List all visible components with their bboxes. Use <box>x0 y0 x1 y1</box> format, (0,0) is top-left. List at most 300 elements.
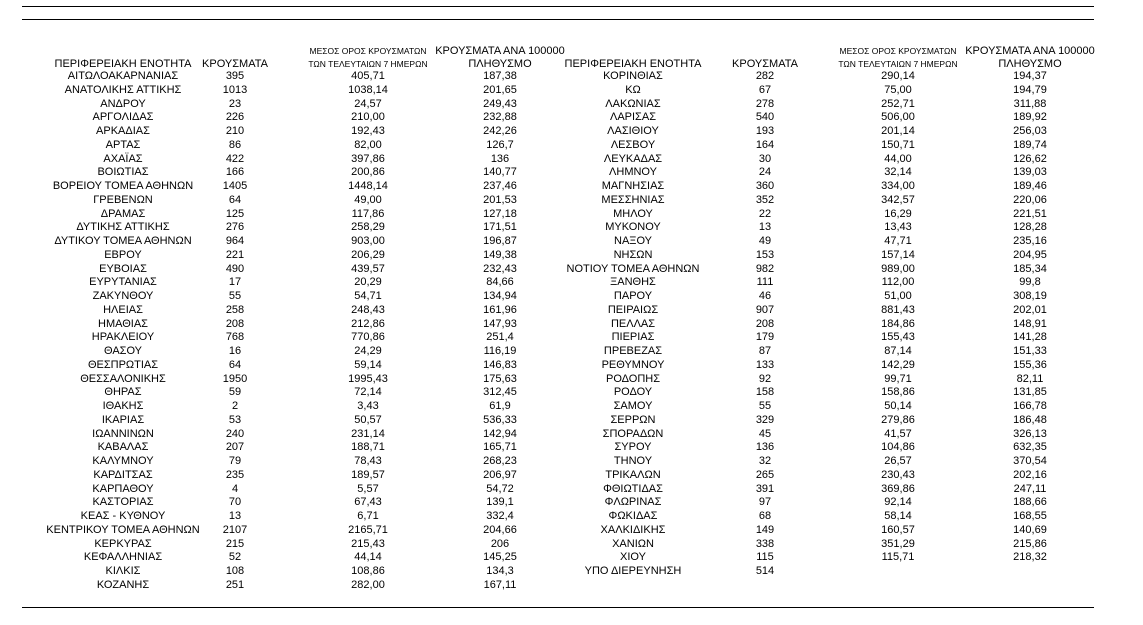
avg7-cell: 6,71 <box>357 510 379 522</box>
avg7-cell: 189,57 <box>351 468 385 481</box>
avg7-cell: 282,00 <box>351 578 385 591</box>
region-cell: ΑΡΚΑΔΙΑΣ <box>96 125 150 137</box>
avg7-cell: 72,14 <box>354 386 382 399</box>
region-cell: ΣΥΡΟΥ <box>614 441 652 454</box>
cases-cell: 86 <box>228 138 242 151</box>
per100k-cell: 148,91 <box>1013 317 1047 330</box>
avg7-cell: 342,57 <box>881 193 915 206</box>
table-row <box>0 194 1143 208</box>
region-cell: ΞΑΝΘΗΣ <box>610 276 656 289</box>
region-cell: ΡΕΘΥΜΝΟΥ <box>601 358 665 371</box>
region-cell: ΖΑΚΥΝΘΟΥ <box>92 290 154 302</box>
region-cell: ΝΑΞΟΥ <box>614 235 652 247</box>
per100k-cell: 220,06 <box>1013 193 1047 206</box>
per100k-cell: 247,11 <box>1013 482 1047 495</box>
per100k-cell: 206,97 <box>483 468 517 481</box>
avg7-cell: 41,57 <box>884 427 912 440</box>
cases-cell: 391 <box>755 482 775 495</box>
per100k-cell: 332,4 <box>486 510 514 522</box>
region-cell: ΜΕΣΣΗΝΙΑΣ <box>601 193 665 206</box>
per100k-cell: 536,33 <box>483 413 517 426</box>
avg7-cell: 104,86 <box>881 441 915 454</box>
per100k-cell: 202,01 <box>1013 303 1047 316</box>
avg7-cell: 3,43 <box>357 400 379 412</box>
header-avg-left-1: ΜΕΣΟΣ ΟΡΟΣ ΚΡΟΥΣΜΑΤΩΝ <box>309 46 427 56</box>
per100k-cell: 151,33 <box>1013 345 1047 357</box>
per100k-cell: 171,51 <box>483 221 517 234</box>
avg7-cell: 369,86 <box>881 482 915 495</box>
avg7-cell: 44,00 <box>884 152 912 165</box>
per100k-cell: 147,93 <box>483 317 517 330</box>
cases-cell: 179 <box>755 331 775 344</box>
cases-cell: 46 <box>758 290 772 302</box>
cases-cell: 64 <box>228 193 242 206</box>
per100k-cell: 308,19 <box>1013 290 1047 302</box>
cases-cell: 70 <box>228 496 242 509</box>
cases-cell: 1405 <box>222 180 248 192</box>
avg7-cell: 47,71 <box>884 235 912 247</box>
avg7-cell: 142,29 <box>881 358 915 371</box>
per100k-cell: 165,71 <box>483 441 517 454</box>
cases-cell: 24 <box>758 166 772 179</box>
region-cell: ΚΙΛΚΙΣ <box>105 565 141 577</box>
table-row <box>0 331 1143 345</box>
per100k-cell: 161,96 <box>483 303 517 316</box>
region-cell: ΡΟΔΟΠΗΣ <box>605 372 661 385</box>
cases-cell: 153 <box>755 248 775 261</box>
cases-cell: 111 <box>756 276 774 289</box>
per100k-cell: 131,85 <box>1013 386 1047 399</box>
cases-cell: 32 <box>758 455 772 467</box>
per100k-cell: 54,72 <box>486 482 514 495</box>
region-cell: ΗΛΕΙΑΣ <box>103 303 143 316</box>
region-cell: ΡΟΔΟΥ <box>613 386 653 399</box>
per100k-cell: 175,63 <box>483 372 517 385</box>
per100k-cell: 201,53 <box>483 193 517 206</box>
per100k-cell: 249,43 <box>483 97 517 110</box>
cases-cell: 2 <box>231 400 239 412</box>
region-cell: ΦΛΩΡΙΝΑΣ <box>604 496 662 509</box>
avg7-cell: 279,86 <box>881 413 915 426</box>
per100k-cell: 126,62 <box>1013 152 1047 165</box>
table-row <box>0 180 1143 194</box>
cases-cell: 92 <box>758 372 772 385</box>
table-row <box>0 551 1143 565</box>
region-cell: ΠΡΕΒΕΖΑΣ <box>603 345 663 357</box>
avg7-cell: 51,00 <box>884 290 912 302</box>
table-row <box>0 304 1143 318</box>
per100k-cell: 185,34 <box>1013 262 1047 275</box>
avg7-cell: 230,43 <box>881 468 915 481</box>
cases-cell: 982 <box>755 262 775 275</box>
region-cell: ΔΡΑΜΑΣ <box>100 207 146 220</box>
region-cell: ΛΕΥΚΑΔΑΣ <box>603 152 663 165</box>
cases-cell: 514 <box>755 565 775 577</box>
cases-cell: 258 <box>225 303 245 316</box>
per100k-cell: 189,46 <box>1013 180 1047 192</box>
table-row <box>0 483 1143 497</box>
table-row <box>0 249 1143 263</box>
cases-cell: 79 <box>228 455 242 467</box>
table-row <box>0 263 1143 277</box>
cases-cell: 97 <box>758 496 772 509</box>
region-cell: ΑΡΓΟΛΙΔΑΣ <box>92 111 154 124</box>
table-row <box>0 318 1143 332</box>
right-table <box>0 70 1143 579</box>
cases-cell: 210 <box>225 125 245 137</box>
region-cell: ΕΥΡΥΤΑΝΙΑΣ <box>89 276 157 289</box>
per100k-cell: 312,45 <box>483 386 517 399</box>
cases-cell: 149 <box>755 523 775 536</box>
avg7-cell: 49,00 <box>354 193 382 206</box>
cases-cell: 49 <box>758 235 772 247</box>
avg7-cell: 50,14 <box>884 400 912 412</box>
region-cell: ΒΟΡΕΙΟΥ ΤΟΜΕΑ ΑΘΗΝΩΝ <box>52 180 194 192</box>
table-row <box>0 359 1143 373</box>
cases-cell: 193 <box>755 125 775 137</box>
table-row <box>0 441 1143 455</box>
avg7-cell: 117,86 <box>351 207 385 220</box>
avg7-cell: 87,14 <box>884 345 912 357</box>
region-cell: ΝΗΣΩΝ <box>613 248 653 261</box>
region-cell: ΕΥΒΟΙΑΣ <box>99 262 147 275</box>
region-cell: ΠΕΛΛΑΣ <box>610 317 656 330</box>
top-rule <box>22 6 1094 7</box>
avg7-cell: 160,57 <box>881 523 915 536</box>
region-cell: ΦΩΚΙΔΑΣ <box>608 510 658 522</box>
avg7-cell: 231,14 <box>351 427 385 440</box>
region-cell: ΚΩ <box>625 83 641 96</box>
region-cell: ΚΑΡΔΙΤΣΑΣ <box>93 468 153 481</box>
region-cell: ΙΩΑΝΝΙΝΩΝ <box>92 427 154 440</box>
header-avg-left-2: ΤΩΝ ΤΕΛΕΥΤΑΙΩΝ 7 ΗΜΕΡΩΝ <box>308 59 428 69</box>
table-row <box>0 139 1143 153</box>
region-cell: ΚΑΡΠΑΘΟΥ <box>92 482 154 495</box>
table-row <box>0 400 1143 414</box>
per100k-cell: 268,23 <box>483 455 517 467</box>
cases-cell: 166 <box>225 166 245 179</box>
per100k-cell: 127,18 <box>483 207 517 220</box>
avg7-cell: 210,00 <box>351 111 385 124</box>
table-row <box>0 98 1143 112</box>
cases-cell: 490 <box>225 262 245 275</box>
avg7-cell: 206,29 <box>351 248 385 261</box>
region-cell: ΝΟΤΙΟΥ ΤΟΜΕΑ ΑΘΗΝΩΝ <box>566 262 700 275</box>
cases-cell: 395 <box>225 70 245 82</box>
region-cell: ΗΡΑΚΛΕΙΟΥ <box>91 331 155 344</box>
avg7-cell: 92,14 <box>884 496 912 509</box>
avg7-cell: 115,71 <box>881 551 915 564</box>
per100k-cell: 194,37 <box>1013 70 1047 82</box>
cases-cell: 1950 <box>222 372 248 385</box>
avg7-cell: 506,00 <box>881 111 915 124</box>
per100k-cell: 232,88 <box>483 111 517 124</box>
table-row <box>0 496 1143 510</box>
avg7-cell: 212,86 <box>351 317 385 330</box>
cases-cell: 964 <box>225 235 245 247</box>
region-cell: ΚΑΣΤΟΡΙΑΣ <box>92 496 154 509</box>
cases-cell: 23 <box>228 97 242 110</box>
table-row <box>0 70 1143 84</box>
region-cell: ΚΑΛΥΜΝΟΥ <box>92 455 154 467</box>
avg7-cell: 1038,14 <box>348 83 388 96</box>
per100k-cell: 61,9 <box>489 400 511 412</box>
cases-cell: 13 <box>228 510 242 522</box>
region-cell: ΜΥΚΟΝΟΥ <box>605 221 661 234</box>
per100k-cell: 187,38 <box>483 70 517 82</box>
avg7-cell: 192,43 <box>351 125 385 137</box>
region-cell: ΑΝΑΤΟΛΙΚΗΣ ΑΤΤΙΚΗΣ <box>64 83 182 96</box>
avg7-cell: 258,29 <box>351 221 385 234</box>
per100k-cell: 188,66 <box>1013 496 1047 509</box>
avg7-cell: 13,43 <box>884 221 912 234</box>
cases-cell: 55 <box>758 400 772 412</box>
cases-cell: 133 <box>755 358 775 371</box>
table-row <box>0 428 1143 442</box>
cases-cell: 125 <box>225 207 245 220</box>
per100k-cell: 242,26 <box>483 125 517 137</box>
avg7-cell: 397,86 <box>351 152 385 165</box>
avg7-cell: 20,29 <box>354 276 382 289</box>
per100k-cell: 215,86 <box>1013 537 1047 550</box>
cases-cell: 240 <box>225 427 245 440</box>
region-cell: ΣΕΡΡΩΝ <box>610 413 656 426</box>
cases-cell: 158 <box>755 386 775 399</box>
avg7-cell: 155,43 <box>881 331 915 344</box>
header-top-rule <box>22 19 1094 20</box>
per100k-cell: 155,36 <box>1013 358 1047 371</box>
cases-cell: 4 <box>231 482 239 495</box>
region-cell: ΛΗΜΝΟΥ <box>609 166 657 179</box>
avg7-cell: 150,71 <box>881 138 915 151</box>
cases-cell: 17 <box>228 276 242 289</box>
per100k-cell: 204,66 <box>483 523 517 536</box>
per100k-cell: 189,92 <box>1013 111 1047 124</box>
region-cell: ΑΧΑΪΑΣ <box>103 152 143 165</box>
region-cell: ΚΕΡΚΥΡΑΣ <box>94 537 152 550</box>
per100k-cell: 206 <box>490 537 510 550</box>
region-cell: ΜΗΛΟΥ <box>613 207 653 220</box>
region-cell: ΕΒΡΟΥ <box>104 248 142 261</box>
bottom-rule <box>22 607 1094 608</box>
avg7-cell: 248,43 <box>351 303 385 316</box>
cases-cell: 108 <box>225 565 245 577</box>
cases-cell: 540 <box>755 111 775 124</box>
cases-cell: 422 <box>225 152 245 165</box>
region-cell: ΙΘΑΚΗΣ <box>102 400 144 412</box>
cases-cell: 22 <box>758 207 772 220</box>
table-row <box>0 565 1143 579</box>
per100k-cell: 186,48 <box>1013 413 1047 426</box>
region-cell: ΥΠΟ ΔΙΕΡΕΥΝΗΣΗ <box>584 565 682 577</box>
per100k-cell: 82,11 <box>1016 372 1044 385</box>
region-cell: ΧΑΝΙΩΝ <box>612 537 654 550</box>
header-per100k-left-2: ΠΛΗΘΥΣΜΟ <box>468 58 532 70</box>
region-cell: ΛΕΣΒΟΥ <box>610 138 656 151</box>
per100k-cell: 311,88 <box>1013 97 1047 110</box>
region-cell: ΚΕΝΤΡΙΚΟΥ ΤΟΜΕΑ ΑΘΗΝΩΝ <box>46 523 200 536</box>
per100k-cell: 167,11 <box>483 578 517 591</box>
region-cell: ΗΜΑΘΙΑΣ <box>98 317 148 330</box>
region-cell: ΠΕΙΡΑΙΩΣ <box>607 303 659 316</box>
cases-cell: 226 <box>225 111 245 124</box>
cases-cell: 329 <box>755 413 775 426</box>
avg7-cell: 334,00 <box>881 180 915 192</box>
cases-cell: 221 <box>225 248 245 261</box>
region-cell: ΛΑΡΙΣΑΣ <box>609 111 656 124</box>
per100k-cell: 126,7 <box>486 138 514 151</box>
header-region-right: ΠΕΡΙΦΕΡΕΙΑΚΗ ΕΝΟΤΗΤΑ <box>564 58 702 70</box>
avg7-cell: 54,71 <box>354 290 382 302</box>
avg7-cell: 157,14 <box>881 248 915 261</box>
per100k-cell: 194,79 <box>1013 83 1047 96</box>
region-cell: ΧΑΛΚΙΔΙΚΗΣ <box>600 523 666 536</box>
region-cell: ΒΟΙΩΤΙΑΣ <box>97 166 149 179</box>
per100k-cell: 189,74 <box>1013 138 1047 151</box>
table-row <box>0 111 1143 125</box>
table-row <box>0 538 1143 552</box>
avg7-cell: 108,86 <box>351 565 385 577</box>
avg7-cell: 770,86 <box>351 331 385 344</box>
per100k-cell: 202,16 <box>1013 468 1047 481</box>
avg7-cell: 82,00 <box>354 138 382 151</box>
cases-cell: 16 <box>228 345 242 357</box>
avg7-cell: 99,71 <box>884 372 912 385</box>
cases-cell: 215 <box>225 537 245 550</box>
avg7-cell: 50,57 <box>354 413 382 426</box>
region-cell: ΛΑΚΩΝΙΑΣ <box>605 97 661 110</box>
avg7-cell: 184,86 <box>881 317 915 330</box>
header-per100k-right-1: ΚΡΟΥΣΜΑΤΑ ΑΝΑ 100000 <box>965 45 1095 57</box>
cases-cell: 52 <box>228 551 242 564</box>
region-cell: ΘΕΣΣΑΛΟΝΙΚΗΣ <box>80 372 166 385</box>
cases-cell: 64 <box>228 358 242 371</box>
per100k-cell: 632,35 <box>1013 441 1047 454</box>
per100k-cell: 146,83 <box>483 358 517 371</box>
avg7-cell: 24,29 <box>354 345 382 357</box>
cases-cell: 338 <box>755 537 775 550</box>
avg7-cell: 67,43 <box>354 496 382 509</box>
avg7-cell: 201,14 <box>881 125 915 137</box>
cases-cell: 1013 <box>222 83 248 96</box>
per100k-cell: 168,55 <box>1013 510 1047 522</box>
per100k-cell: 99,8 <box>1019 276 1041 289</box>
cases-cell: 87 <box>758 345 772 357</box>
avg7-cell: 44,14 <box>354 551 382 564</box>
per100k-cell: 251,4 <box>486 331 514 344</box>
avg7-cell: 405,71 <box>351 70 385 82</box>
cases-cell: 251 <box>225 578 245 591</box>
per100k-cell: 237,46 <box>483 180 517 192</box>
table-row <box>0 290 1143 304</box>
region-cell: ΙΚΑΡΙΑΣ <box>101 413 145 426</box>
per100k-cell: 201,65 <box>483 83 517 96</box>
avg7-cell: 158,86 <box>881 386 915 399</box>
table-row <box>0 579 570 593</box>
cases-cell: 53 <box>228 413 242 426</box>
table-row <box>0 386 1143 400</box>
avg7-cell: 5,57 <box>357 482 379 495</box>
region-cell: ΣΑΜΟΥ <box>613 400 653 412</box>
cases-cell: 352 <box>755 193 775 206</box>
cases-cell: 276 <box>225 221 245 234</box>
region-cell: ΑΡΤΑΣ <box>105 138 141 151</box>
avg7-cell: 78,43 <box>354 455 382 467</box>
per100k-cell: 326,13 <box>1013 427 1047 440</box>
cases-cell: 907 <box>755 303 775 316</box>
avg7-cell: 351,29 <box>881 537 915 550</box>
cases-cell: 360 <box>755 180 775 192</box>
region-cell: ΚΑΒΑΛΑΣ <box>97 441 149 454</box>
table-row <box>0 524 1143 538</box>
region-cell: ΘΑΣΟΥ <box>103 345 143 357</box>
per100k-cell: 128,28 <box>1013 221 1047 234</box>
region-cell: ΤΡΙΚΑΛΩΝ <box>605 468 661 481</box>
avg7-cell: 200,86 <box>351 166 385 179</box>
per100k-cell: 139,1 <box>486 496 514 509</box>
avg7-cell: 112,00 <box>881 276 915 289</box>
table-row <box>0 125 1143 139</box>
cases-cell: 207 <box>225 441 245 454</box>
table-row <box>0 510 1143 524</box>
per100k-cell: 134,94 <box>483 290 517 302</box>
cases-cell: 115 <box>756 551 774 564</box>
per100k-cell: 140,69 <box>1013 523 1047 536</box>
avg7-cell: 75,00 <box>884 83 912 96</box>
per100k-cell: 140,77 <box>483 166 517 179</box>
region-cell: ΧΙΟΥ <box>620 551 646 564</box>
region-cell: ΔΥΤΙΚΟΥ ΤΟΜΕΑ ΑΘΗΝΩΝ <box>54 235 192 247</box>
region-cell: ΛΑΣΙΘΙΟΥ <box>607 125 659 137</box>
header-per100k-left-1: ΚΡΟΥΣΜΑΤΑ ΑΝΑ 100000 <box>435 45 565 57</box>
region-cell: ΠΙΕΡΙΑΣ <box>611 331 655 344</box>
cases-cell: 59 <box>228 386 242 399</box>
header-cases-left: ΚΡΟΥΣΜΑΤΑ <box>202 58 268 70</box>
per100k-cell: 256,03 <box>1013 125 1047 137</box>
avg7-cell: 215,43 <box>351 537 385 550</box>
avg7-cell: 252,71 <box>881 97 915 110</box>
per100k-cell: 141,28 <box>1013 331 1047 344</box>
cases-cell: 208 <box>225 317 245 330</box>
cases-cell: 13 <box>758 221 772 234</box>
header-avg-right-1: ΜΕΣΟΣ ΟΡΟΣ ΚΡΟΥΣΜΑΤΩΝ <box>839 46 957 56</box>
region-cell: ΓΡΕΒΕΝΩΝ <box>93 193 153 206</box>
cases-cell: 2107 <box>222 523 248 536</box>
region-cell: ΑΝΔΡΟΥ <box>100 97 146 110</box>
per100k-cell: 134,3 <box>486 565 514 577</box>
table-row <box>0 414 1143 428</box>
cases-cell: 68 <box>758 510 772 522</box>
per100k-cell: 221,51 <box>1013 207 1047 220</box>
header-region-left: ΠΕΡΙΦΕΡΕΙΑΚΗ ΕΝΟΤΗΤΑ <box>54 58 192 70</box>
per100k-cell: 149,38 <box>483 248 517 261</box>
table-row <box>0 373 1143 387</box>
avg7-cell: 903,00 <box>351 235 385 247</box>
cases-cell: 282 <box>755 70 775 82</box>
per100k-cell: 139,03 <box>1013 166 1047 179</box>
avg7-cell: 2165,71 <box>348 523 388 536</box>
per100k-cell: 142,94 <box>483 427 517 440</box>
avg7-cell: 59,14 <box>354 358 382 371</box>
per100k-cell: 84,66 <box>486 276 514 289</box>
avg7-cell: 1995,43 <box>348 372 388 385</box>
cases-cell: 136 <box>755 441 775 454</box>
avg7-cell: 881,43 <box>881 303 915 316</box>
avg7-cell: 26,57 <box>884 455 912 467</box>
region-cell: ΔΥΤΙΚΗΣ ΑΤΤΙΚΗΣ <box>76 221 170 234</box>
table-row <box>0 84 1143 98</box>
region-cell: ΚΕΑΣ - ΚΥΘΝΟΥ <box>80 510 166 522</box>
